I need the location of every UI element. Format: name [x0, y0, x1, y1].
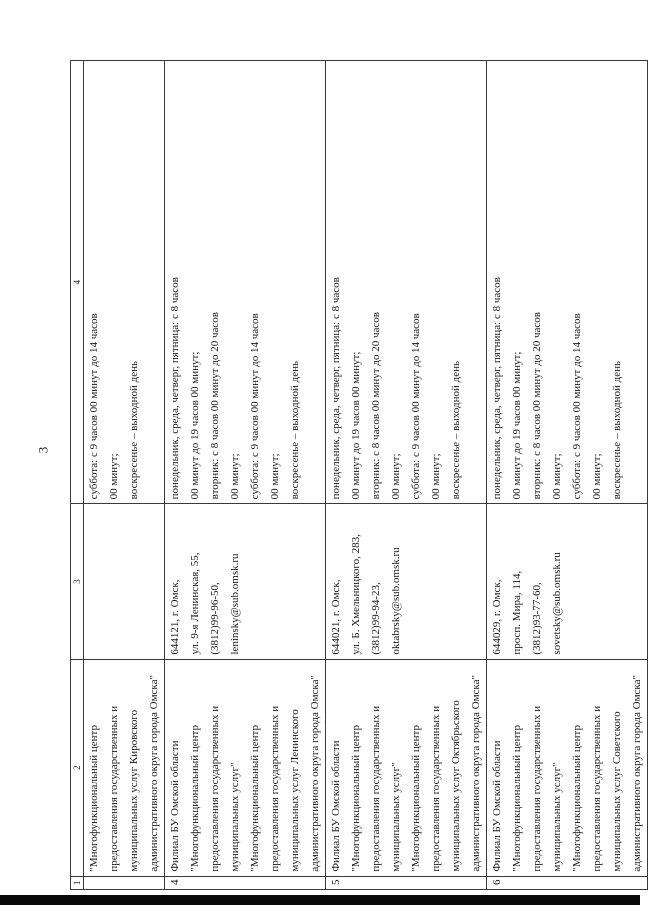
- column-number: 2: [71, 659, 84, 876]
- center-schedule: понедельник, среда, четверг, пятница: с 8 часов 00 минут до 19 часов 00 минут; вторник: с 8 часов 00 минут до 20 часов 00 минут; суббота: с 9 часов 00 минут до 14 часов 00 минут; воскресенье – выходной день: [326, 61, 487, 504]
- table-row: [487, 61, 648, 890]
- column-number: 3: [71, 504, 84, 659]
- scan-edge-bar: [0, 895, 640, 905]
- center-schedule: суббота: с 9 часов 00 минут до 14 часов 00 минут; воскресенье – выходной день: [84, 61, 165, 504]
- center-name: Филиал БУ Омской области "Многофункциональный центр предоставления государственных и муниципальных услуг" "Многофункциональный центр предоставления государственных и муниципальных услуг Октябрьского административного округа города Омска": [326, 659, 487, 876]
- table-row: [84, 61, 165, 890]
- table-row: [165, 61, 326, 890]
- table-row: [326, 61, 487, 890]
- center-address: 644029, г. Омск, просп. Мира, 114, (3812)93-77-60, sovetsky@sub.omsk.ru: [487, 504, 648, 659]
- rotated-table-wrapper: [70, 60, 643, 890]
- center-name: Филиал БУ Омской области "Многофункциональный центр предоставления государственных и муниципальных услуг" "Многофункциональный центр предоставления государственных и муниципальных услуг Советского административного округа города Омска": [487, 659, 648, 876]
- column-number: 1: [71, 876, 84, 889]
- center-schedule: понедельник, среда, четверг, пятница: с 8 часов 00 минут до 19 часов 00 минут; вторник: с 8 часов 00 минут до 20 часов 00 минут; суббота: с 9 часов 00 минут до 14 часов 00 минут; воскресенье – выходной день: [165, 61, 326, 504]
- rotated-content: [70, 60, 643, 890]
- row-number: [84, 876, 165, 889]
- row-number: 4: [165, 876, 326, 889]
- mfc-schedule-table: [70, 60, 648, 890]
- center-address: [84, 504, 165, 659]
- row-number: 5: [326, 876, 487, 889]
- center-name: "Многофункциональный центр предоставления государственных и муниципальных услуг Кировского административного округа города Омска": [84, 659, 165, 876]
- page-number: 3: [35, 446, 51, 454]
- row-number: 6: [487, 876, 648, 889]
- column-number: 4: [71, 61, 84, 504]
- center-schedule: понедельник, среда, четверг, пятница: с 8 часов 00 минут до 19 часов 00 минут; вторник: с 8 часов 00 минут до 20 часов 00 минут; суббота: с 9 часов 00 минут до 14 часов 00 минут; воскресенье – выходной день: [487, 61, 648, 504]
- column-number-row: [71, 61, 84, 890]
- center-address: 644021, г. Омск, ул. Б. Хмельницкого, 283, (3812)99-94-23, oktabrsky@sub.omsk.ru: [326, 504, 487, 659]
- center-address: 644121, г. Омск, ул. 9-я Ленинская, 55, (3812)99-96-50, leninsky@sub.omsk.ru: [165, 504, 326, 659]
- center-name: Филиал БУ Омской области "Многофункциональный центр предоставления государственных и муниципальных услуг" "Многофункциональный центр предоставления государственных и муниципальных услуг Ленинского административного округа города Омска": [165, 659, 326, 876]
